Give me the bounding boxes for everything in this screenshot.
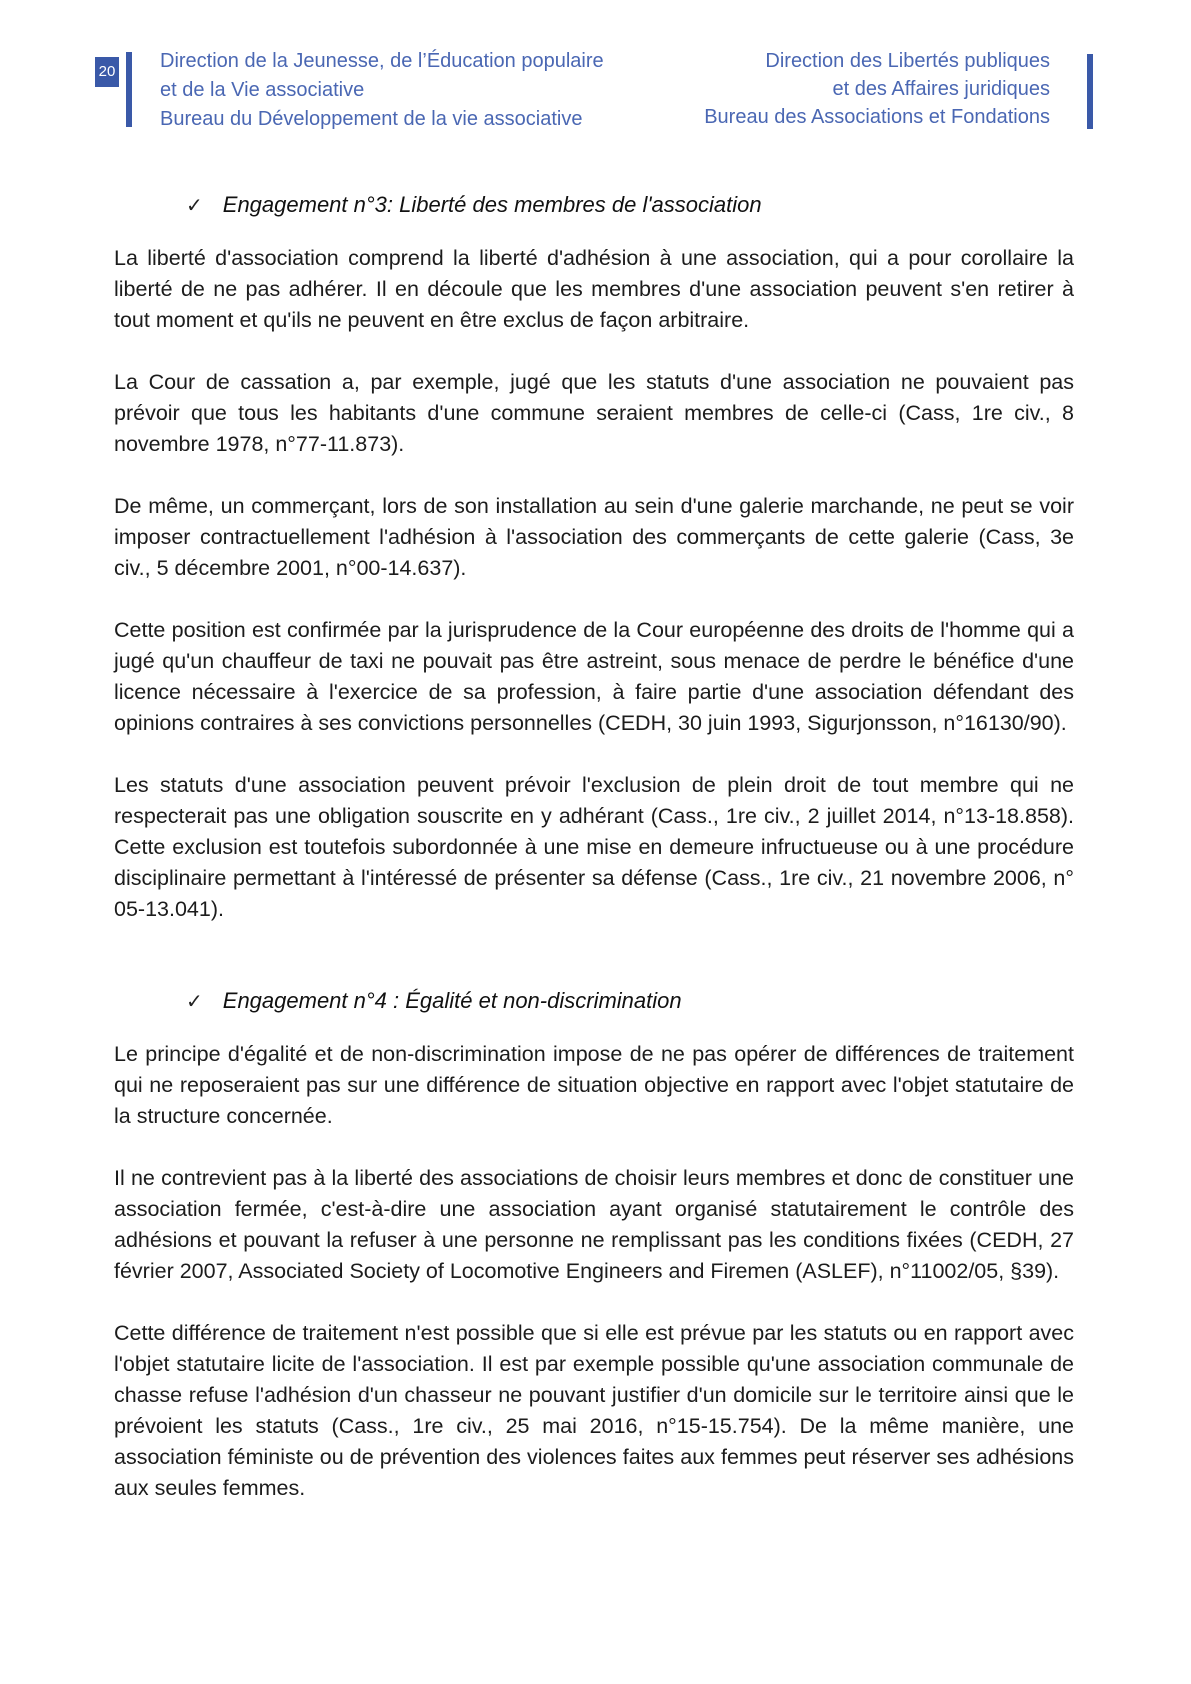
header-left-block <box>160 47 604 134</box>
page-number: 20 <box>95 57 119 87</box>
paragraph: Cette différence de traitement n'est possible que si elle est prévue par les statuts ou en rapport avec l'objet statutaire licite de l'association. Il est par exemple possible qu'une association communale de chasse refuse l'adhésion d'un chasseur ne pouvant justifier d'un domicile sur le territoire ainsi que le prévoient les statuts (Cass., 1re civ., 25 mai 2016, n°15-15.754). De la même manière, une association féministe ou de prévention des violences faites aux femmes peut réserver ses adhésions aux seules femmes. <box>114 1321 1074 1500</box>
paragraph: Les statuts d'une association peuvent prévoir l'exclusion de plein droit de tout membre qui ne respecterait pas une obligation souscrite en y adhérant (Cass., 1re civ., 2 juillet 2014, n°13-18.858). Cette exclusion est toutefois subordonnée à une mise en demeure infructueuse ou à une procédure disciplinaire permettant à l'intéressé de présenter sa défense (Cass., 1re civ., 21 novembre 2006, n° 05-13.041). <box>114 773 1074 921</box>
section-heading-engagement-4 <box>186 981 1074 1021</box>
section-heading-text: Engagement n°4 : Égalité et non-discrimination <box>222 988 682 1013</box>
checkmark-icon: ✓ <box>186 194 203 217</box>
paragraph: Cette position est confirmée par la jurisprudence de la Cour européenne des droits de l'homme qui a jugé qu'un chauffeur de taxi ne pouvait pas être astreint, sous menace de perdre le bénéfice d'une licence nécessaire à l'exercice de sa profession, à faire partie d'une association défendant des opinions contraires à ses convictions personnelles (CEDH, 30 juin 1993, Sigurjonsson, n°16130/90). <box>114 618 1074 735</box>
paragraph: Le principe d'égalité et de non-discrimination impose de ne pas opérer de différences de traitement qui ne reposeraient pas sur une différence de situation objective en rapport avec l'objet statutaire de la structure concernée. <box>114 1042 1074 1128</box>
header-right-block <box>704 47 1050 131</box>
header-left-line: et de la Vie associative <box>160 79 365 101</box>
page-header <box>0 44 1191 134</box>
header-left-line: Bureau du Développement de la vie associative <box>160 108 583 130</box>
section-heading-text: Engagement n°3: Liberté des membres de l'association <box>222 192 762 217</box>
header-left-line: Direction de la Jeunesse, de l’Éducation populaire <box>160 50 604 72</box>
paragraph: La Cour de cassation a, par exemple, jugé que les statuts d'une association ne pouvaient pas prévoir que tous les habitants d'une commune seraient membres de celle-ci (Cass, 1re civ., 8 novembre 1978, n°77-11.873). <box>114 370 1074 456</box>
checkmark-icon: ✓ <box>186 990 203 1013</box>
header-right-line: Direction des Libertés publiques <box>765 50 1050 72</box>
section-heading-engagement-3 <box>186 185 1074 225</box>
header-right-accent-bar <box>1087 54 1093 129</box>
paragraph: La liberté d'association comprend la liberté d'adhésion à une association, qui a pour corollaire la liberté de ne pas adhérer. Il en découle que les membres d'une association peuvent s'en retirer à tout moment et qu'ils ne peuvent en être exclus de façon arbitraire. <box>114 246 1074 332</box>
header-right-line: Bureau des Associations et Fondations <box>704 106 1050 128</box>
header-right-line: et des Affaires juridiques <box>832 78 1050 100</box>
paragraph: De même, un commerçant, lors de son installation au sein d'une galerie marchande, ne peut se voir imposer contractuellement l'adhésion à l'association des commerçants de cette galerie (Cass, 3e civ., 5 décembre 2001, n°00-14.637). <box>114 494 1074 580</box>
header-left-accent-bar <box>126 52 132 127</box>
paragraph: Il ne contrevient pas à la liberté des associations de choisir leurs membres et donc de constituer une association fermée, c'est-à-dire une association ayant organisé statutairement le contrôle des adhésions et pouvant la refuser à une personne ne remplissant pas les conditions fixées (CEDH, 27 février 2007, Associated Society of Locomotive Engineers and Firemen (ASLEF), n°11002/05, §39). <box>114 1166 1074 1283</box>
document-body <box>114 185 1074 1504</box>
